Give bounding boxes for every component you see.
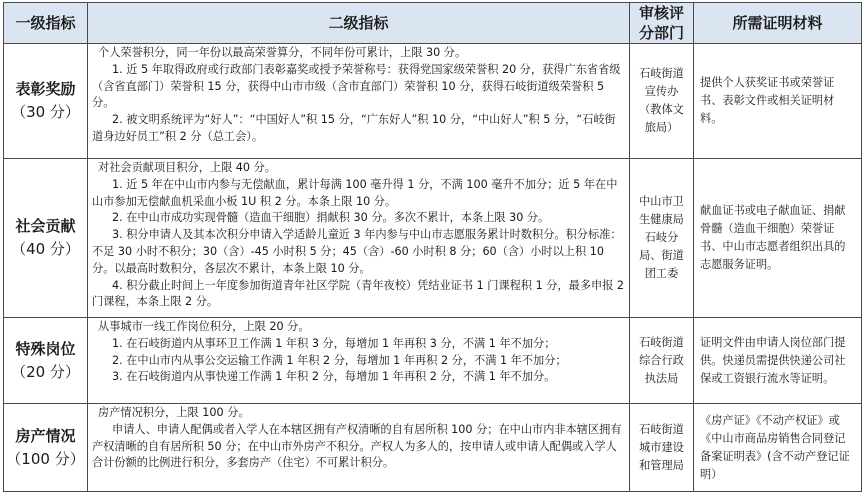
header-dept: 审核评分部门 [630, 3, 694, 44]
category-score: （100 分） [6, 449, 85, 468]
dept-cell: 石岐街道城市建设和管理局 [630, 404, 694, 492]
criteria-item: 2. 被文明系统评为“好人”：“中国好人”积 15 分，“广东好人”积 10 分，“中山好人”积 5 分，“石岐街道身边好员工”积 2 分（总工会）。 [92, 113, 616, 143]
criteria-intro: 房产情况积分，上限 100 分。 [98, 406, 250, 419]
criteria-item: 申请人、申请人配偶或者入学人在本辖区拥有产权清晰的自有居所积 100 分；在中山市内非本辖区拥有产权清晰的自有居所积 50 分；在中山市外房产不积分。产权人为多人的，按申请人或申请人配偶或入学人合计份额的比例进行积分，多套房产（住宅）不可累计积分。 [92, 422, 622, 470]
criteria-intro: 从事城市一线工作岗位积分，上限 20 分。 [98, 320, 310, 333]
category-cell [4, 159, 88, 318]
criteria-table [3, 2, 862, 492]
table-row [4, 159, 862, 318]
criteria-intro: 对社会贡献项目积分，上限 40 分。 [98, 161, 276, 174]
header-level2: 二级指标 [88, 3, 630, 44]
materials-cell: 《房产证》《不动产权证》或《中山市商品房销售合同登记备案证明表》(含不动产登记证明） [694, 404, 862, 492]
materials-cell: 献血证书或电子献血证、捐献骨髓（造血干细胞）荣誉证书、中山市志愿者组织出具的志愿服务证明。 [694, 159, 862, 318]
criteria-item: 3. 在石岐街道内从事快递工作满 1 年积 2 分，每增加 1 年再积 2 分，不满 1 年不加分。 [112, 370, 556, 384]
criteria-intro: 个人荣誉积分，同一年份以最高荣誉算分，不同年份可累计，上限 30 分。 [98, 46, 467, 59]
table-row [4, 318, 862, 404]
category-score: （20 分） [11, 362, 80, 381]
category-name: 表彰奖励 [15, 80, 76, 98]
criteria-item: 1. 近 5 年在中山市内参与无偿献血，累计每满 100 毫升得 1 分，不满 100 毫升不加分；近 5 年在中山市参加无偿献血机采血小板 1U 积 2 分。本条上限 10 分。 [92, 177, 618, 208]
dept-cell: 石岐街道综合行政执法局 [630, 318, 694, 404]
materials-cell: 证明文件由申请人岗位部门提供。快递员需提供快递公司社保或工资银行流水等证明。 [694, 318, 862, 404]
header-row [4, 3, 862, 44]
criteria-cell [88, 404, 630, 492]
category-cell [4, 404, 88, 492]
criteria-item: 2. 在中山市成功实现骨髓（造血干细胞）捐献积 30 分。多次不累计，本条上限 30 分。 [112, 211, 550, 225]
table-row [4, 44, 862, 159]
category-cell [4, 44, 88, 159]
criteria-item: 1. 在石岐街道内从事环卫工作满 1 年积 3 分，每增加 1 年再积 3 分，不满 1 年不加分； [112, 336, 556, 350]
header-level1: 一级指标 [4, 3, 88, 44]
criteria-cell [88, 318, 630, 404]
category-name: 特殊岗位 [15, 339, 76, 358]
criteria-cell [88, 159, 630, 318]
category-score: （40 分） [11, 240, 80, 258]
criteria-item: 4. 积分截止时间上一年度参加街道青年社区学院（青年夜校）凭结业证书 1 门课程积 1 分，最多申报 2 门课程，本条上限 2 分。 [92, 278, 625, 309]
table-row [4, 404, 862, 492]
category-cell [4, 318, 88, 404]
materials-cell: 提供个人获奖证书或荣誉证书、表彰文件或相关证明材料。 [694, 44, 862, 159]
category-name: 社会贡献 [15, 217, 76, 235]
criteria-item: 3. 积分申请人及其本次积分申请入学适龄儿童近 3 年内参与中山市志愿服务累计时数积分。积分标准：不足 30 小时不积分；30（含）-45 小时积 5 分；45（含）-60 小时积 8 分；60（含）小时以上积 10 分。以最高时数积分，各层次不累计，本条上限 10 分。 [92, 228, 622, 275]
criteria-cell [88, 44, 630, 159]
dept-cell: 石岐街道宣传办（教体文旅局） [630, 44, 694, 159]
category-score: （30 分） [11, 103, 80, 121]
dept-cell: 中山市卫生健康局石岐分局、街道团工委 [630, 159, 694, 318]
header-materials: 所需证明材料 [694, 3, 862, 44]
category-name: 房产情况 [15, 426, 76, 445]
criteria-item: 2. 在中山市内从事公交运输工作满 1 年积 2 分，每增加 1 年再积 2 分，不满 1 年不加分； [112, 353, 567, 367]
criteria-item: 1. 近 5 年取得政府或行政部门表彰嘉奖或授予荣誉称号：获得党国家级荣誉积 20 分，获得广东省省级（含省直部门）荣誉积 15 分，获得中山市市级（含市直部门）荣誉积 10 分，获得石岐街道级荣誉积 5 分。 [92, 62, 621, 110]
